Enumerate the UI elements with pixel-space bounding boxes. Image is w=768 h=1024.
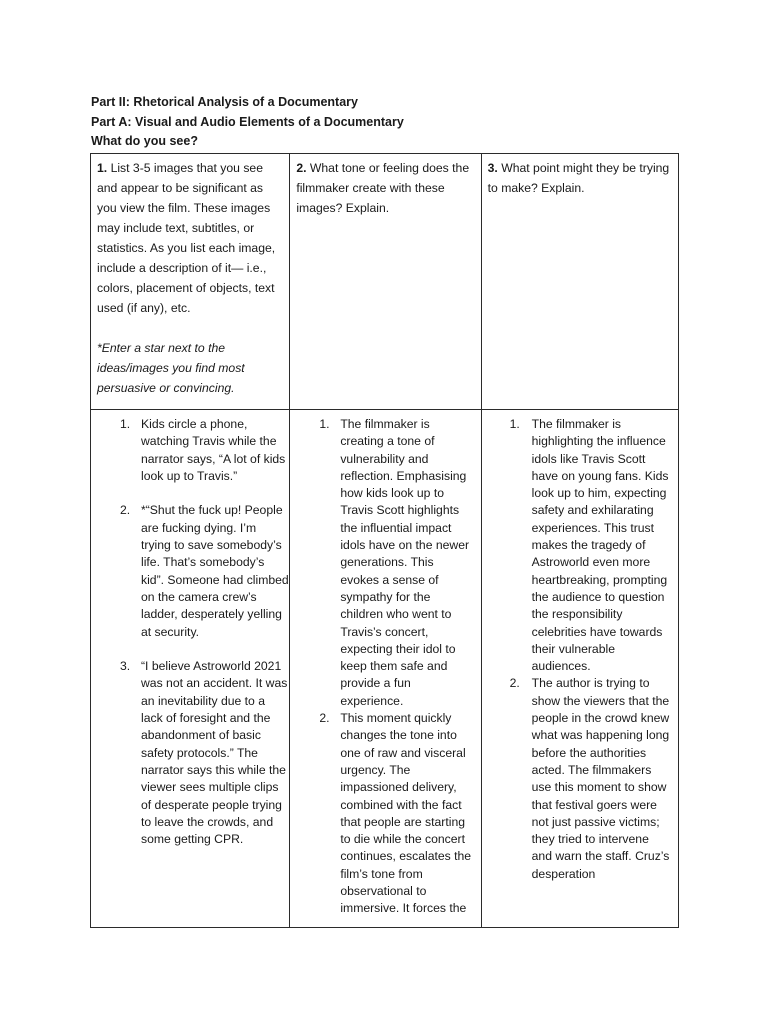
answer-list-images bbox=[91, 416, 289, 848]
question-3-number: 3. bbox=[487, 161, 498, 175]
question-2-number: 2. bbox=[296, 161, 307, 175]
answer-cell-3 bbox=[481, 410, 678, 928]
question-row bbox=[91, 154, 679, 410]
answer-cell-2 bbox=[290, 410, 481, 928]
list-item: 3. “I believe Astroworld 2021 was not an accident. It was an inevitability due to a lack of foresight and the abandonment of basic safety protocols.” The narrator says this while the viewer sees multiple clips of desperate people trying to leave the crowds, and some getting CPR. bbox=[120, 659, 288, 847]
list-item: 1. The filmmaker is highlighting the influence idols like Travis Scott have on young fans. Kids look up to him, expecting safety and exhilarating experiences. This trust makes the tragedy of Astroworld even more heartbreaking, prompting the audience to question the responsibility celebrities have towards their vulnerable audiences. bbox=[509, 417, 669, 674]
list-item: 1. Kids circle a phone, watching Travis while the narrator says, “A lot of kids look up to Travis.” bbox=[120, 417, 286, 483]
analysis-table bbox=[90, 153, 679, 928]
question-1-text: List 3-5 images that you see and appear to be significant as you view the film. These images may include text, subtitles, or statistics. As you list each image, include a description of it— i.e., colors, placement of objects, text used (if any), etc. bbox=[97, 161, 276, 315]
question-cell-1 bbox=[91, 154, 290, 410]
list-item: 2. *“Shut the fuck up! People are fucking dying. I’m trying to save somebody’s life. That’s somebody’s kid”. Someone had climbed on the camera crew’s ladder, desperately yelling at security. bbox=[120, 503, 289, 639]
question-cell-2 bbox=[290, 154, 481, 410]
list-item: 1. The filmmaker is creating a tone of vulnerability and reflection. Emphasising how kids look up to Travis Scott highlights the influential impact idols have on the newer generations. This evokes a sense of sympathy for the children who went to Travis’s concert, expecting their idol to keep them safe and provide a fun experience. bbox=[319, 417, 470, 708]
question-1-number: 1. bbox=[97, 161, 108, 175]
what-do-you-see-heading: What do you see? bbox=[91, 134, 198, 148]
question-cell-3 bbox=[481, 154, 678, 410]
answer-list-tone bbox=[290, 416, 480, 918]
answer-cell-1 bbox=[91, 410, 290, 928]
part-ii-heading: Part II: Rhetorical Analysis of a Documentary bbox=[91, 95, 358, 109]
question-1-note: *Enter a star next to the ideas/images you find most persuasive or convincing. bbox=[97, 341, 245, 395]
document-headings bbox=[91, 93, 404, 152]
answer-list-point bbox=[482, 416, 678, 883]
answer-row bbox=[91, 410, 679, 928]
part-a-heading: Part A: Visual and Audio Elements of a Documentary bbox=[91, 114, 404, 129]
question-2-text: What tone or feeling does the filmmaker create with these images? Explain. bbox=[296, 161, 470, 215]
list-item: 2. This moment quickly changes the tone into one of raw and visceral urgency. The impassioned delivery, combined with the fact that people are starting to die while the concert continues, escalates the film’s tone from observational to immersive. It forces the bbox=[319, 711, 472, 916]
list-item: 2. The author is trying to show the viewers that the people in the crowd knew what was happening long before the authorities acted. The filmmakers use this moment to show that festival goers were not just passive victims; they tried to intervene and warn the staff. Cruz’s desperation bbox=[509, 676, 670, 881]
question-3-text: What point might they be trying to make? Explain. bbox=[487, 161, 670, 195]
